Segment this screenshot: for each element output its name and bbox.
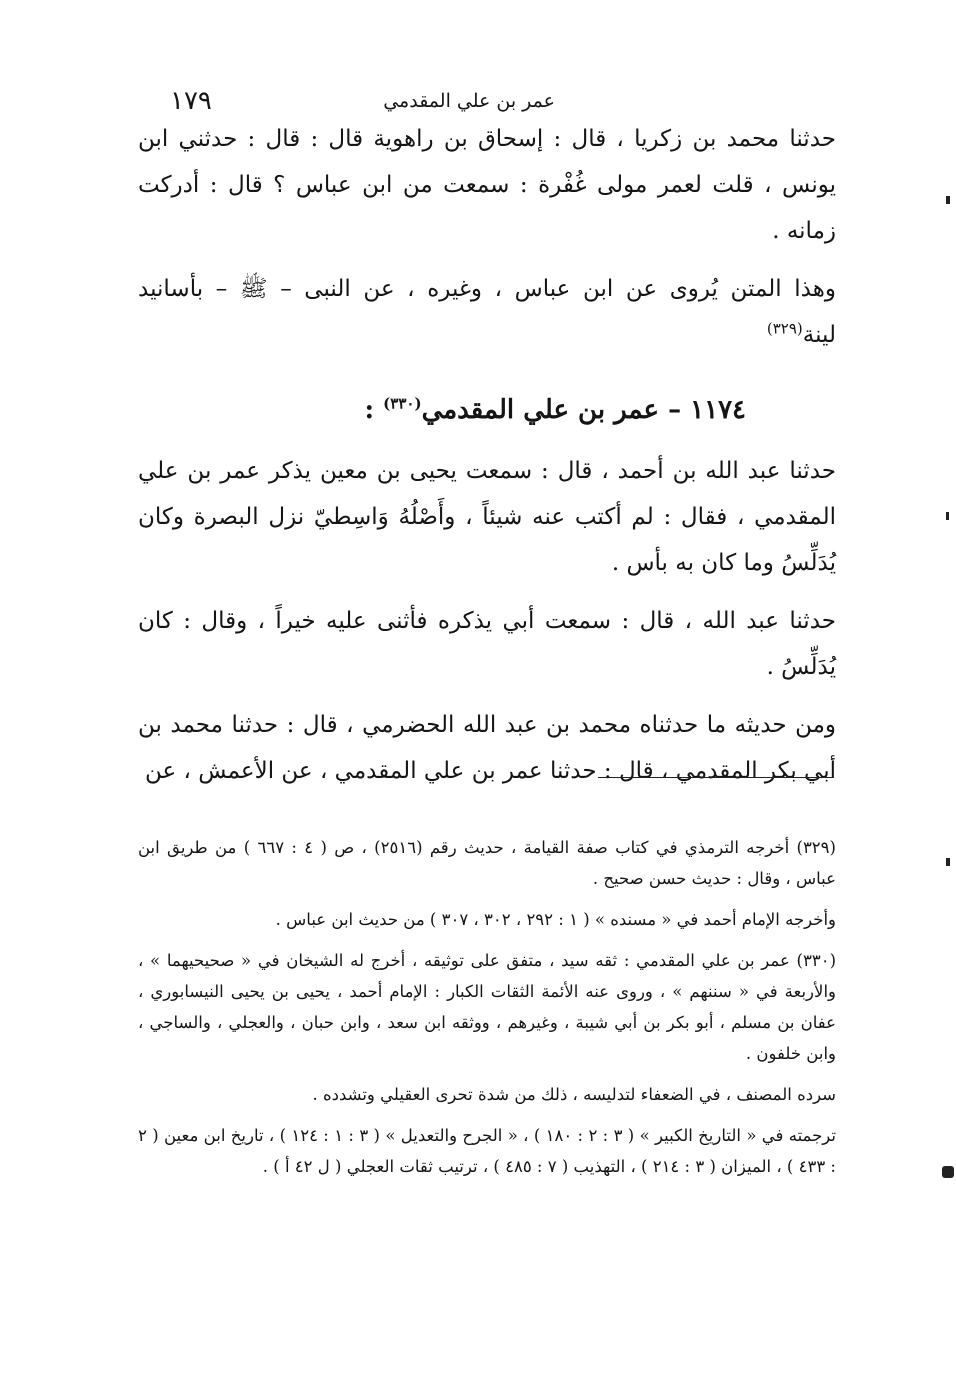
entry-heading bbox=[138, 386, 746, 434]
footnote-ref-329[interactable]: (٣٢٩) bbox=[766, 319, 803, 338]
footnote-330-note: سرده المصنف ، في الضعفاء لتدليسه ، ذلك من شدة تحرى العقيلي وتشدده . bbox=[312, 1085, 836, 1104]
entry-colon: : bbox=[364, 395, 375, 425]
scan-edge-mark bbox=[946, 512, 949, 520]
entry-dash: – bbox=[668, 395, 682, 425]
running-title: عمر بن علي المقدمي bbox=[383, 90, 555, 112]
footnote-330: (٣٣٠) عمر بن علي المقدمي : ثقه سيد ، متفق على توثيقه ، أخرج له الشيخان في « صحيحيهما » ، والأربعة في « سننهم » ، وروى عنه الأئمة الثقات الكبار : الإمام أحمد ، يحيى بن يحيى النيسابوري ، عفان بن مسلم ، أبو بكر بن أبي شيبة ، وغيرهم ، ووثقه ابن سعد ، وابن حبان ، والعجلي ، والساجي ، وابن خلفون . bbox=[138, 951, 836, 1063]
paragraph-3: حدثنا عبد الله بن أحمد ، قال : سمعت يحيى بن معين يذكر عمر بن علي المقدمي ، فقال : لم أكتب عنه شيئاً ، وأَصْلُهُ وَاسِطيّ نزل البصرة وكان يُدَلِّسُ وما كان به بأس . bbox=[138, 458, 836, 576]
footnote-329: (٣٢٩) أخرجه الترمذي في كتاب صفة القيامة ، حديث رقم (٢٥١٦) ، ص ( ٤ : ٦٦٧ ) من طريق ابن عباس ، وقال : حديث حسن صحيح . bbox=[138, 838, 836, 888]
scan-edge-mark bbox=[942, 1166, 954, 1178]
footnote-separator bbox=[598, 777, 833, 778]
scan-edge-mark bbox=[946, 196, 950, 204]
paragraph-4: حدثنا عبد الله ، قال : سمعت أبي يذكره فأثنى عليه خيراً ، وقال : كان يُدَلِّسُ . bbox=[138, 608, 836, 680]
page-header bbox=[140, 84, 835, 118]
paragraph-1: حدثنا محمد بن زكريا ، قال : إسحاق بن راهوية قال : قال : حدثني ابن يونس ، قلت لعمر مولى غُفْرة : سمعت من ابن عباس ؟ قال : أدركت زمانه . bbox=[138, 126, 836, 244]
scan-edge-mark bbox=[946, 858, 950, 866]
main-text bbox=[138, 116, 836, 806]
paragraph-2-text: وهذا المتن يُروى عن ابن عباس ، وغيره ، عن النبى – ﷺ – بأسانيد لينة bbox=[138, 276, 836, 348]
page-number: ١٧٩ bbox=[170, 86, 212, 116]
entry-number: ١١٧٤ bbox=[690, 395, 746, 425]
footnote-329-continued: وأخرجه الإمام أحمد في « مسنده » ( ١ : ٢٩٢ ، ٣٠٢ ، ٣٠٧ ) من حديث ابن عباس . bbox=[275, 910, 836, 929]
footnotes bbox=[138, 832, 836, 1192]
footnote-330-sources: ترجمته في « التاريخ الكبير » ( ٣ : ٢ : ١٨٠ ) ، « الجرح والتعديل » ( ٣ : ١ : ١٢٤ ) ، تاريخ ابن معين ( ٢ : ٤٣٣ ) ، الميزان ( ٣ : ٢١٤ ) ، التهذيب ( ٧ : ٤٨٥ ) ، ترتيب ثقات العجلي ( ل ٤٢ أ ) . bbox=[138, 1126, 836, 1176]
paragraph-5: ومن حديثه ما حدثناه محمد بن عبد الله الحضرمي ، قال : حدثنا محمد بن أبي بكر المقدمي ، قال : حدثنا عمر بن علي المقدمي ، عن الأعمش ، عن bbox=[138, 712, 836, 784]
footnote-ref-330[interactable]: (٣٣٠) bbox=[383, 394, 422, 413]
paragraph-2 bbox=[138, 266, 836, 358]
entry-name: عمر بن علي المقدمي bbox=[421, 395, 660, 425]
